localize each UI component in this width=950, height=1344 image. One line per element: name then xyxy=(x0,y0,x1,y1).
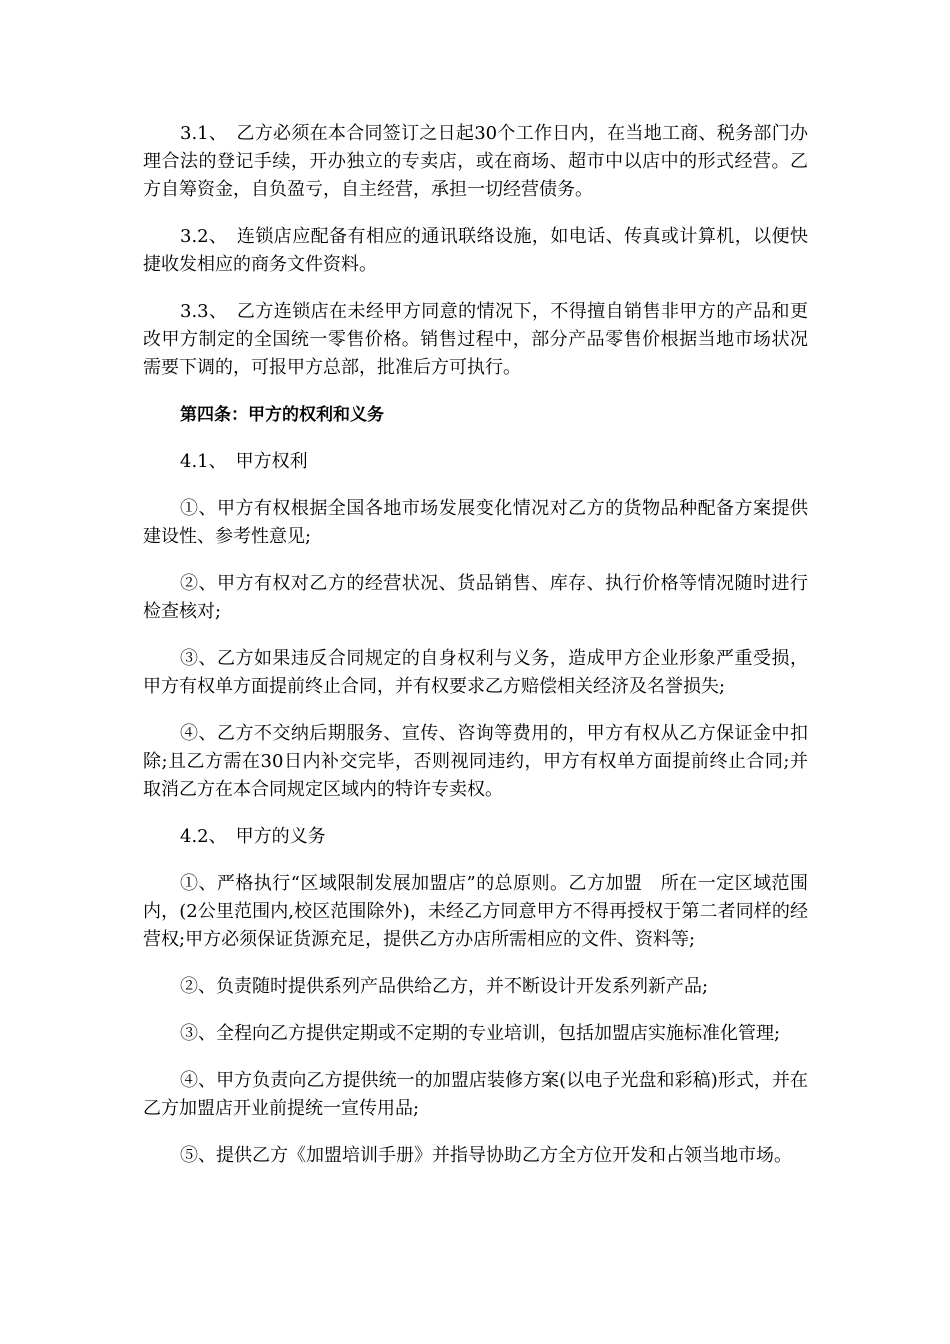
clause-4-1-item-3: ③、乙方如果违反合同规定的自身权利与义务，造成甲方企业形象严重受损，甲方有权单方面提前终止合同，并有权要求乙方赔偿相关经济及名誉损失; xyxy=(143,648,808,697)
article-4-heading: 第四条：甲方的权利和义务 xyxy=(180,405,384,425)
clause-4-2-item-3: ③、全程向乙方提供定期或不定期的专业培训，包括加盟店实施标准化管理; xyxy=(180,1023,781,1044)
clause-4-2-item-2: ②、负责随时提供系列产品供给乙方，并不断设计开发系列新产品; xyxy=(180,976,709,997)
clause-4-2-item-4: ④、甲方负责向乙方提供统一的加盟店装修方案(以电子光盘和彩稿)形式，并在乙方加盟店开业前提统一宣传用品; xyxy=(143,1070,808,1119)
clause-4-1-item-1: ①、甲方有权根据全国各地市场发展变化情况对乙方的货物品种配备方案提供建设性、参考性意见; xyxy=(143,498,808,547)
clause-4-2-title: 4.2、 甲方的义务 xyxy=(180,826,326,847)
clause-4-2-item-5: ⑤、提供乙方《加盟培训手册》并指导协助乙方全方位开发和占领当地市场。 xyxy=(180,1145,792,1166)
clause-4-1-title: 4.1、 甲方权利 xyxy=(180,451,308,472)
clause-3-1: 3.1、 乙方必须在本合同签订之日起30个工作日内，在当地工商、税务部门办理合法的登记手续，开办独立的专卖店，或在商场、超市中以店中的形式经营。乙方自筹资金，自负盈亏，自主经营，承担一切经营债务。 xyxy=(143,123,808,200)
clause-3-3: 3.3、 乙方连锁店在未经甲方同意的情况下，不得擅自销售非甲方的产品和更改甲方制定的全国统一零售价格。销售过程中，部分产品零售价根据当地市场状况需要下调的，可报甲方总部，批准后方可执行。 xyxy=(143,301,808,378)
clause-3-2: 3.2、 连锁店应配备有相应的通讯联络设施，如电话、传真或计算机，以便快捷收发相应的商务文件资料。 xyxy=(143,226,808,275)
clause-4-1-item-2: ②、甲方有权对乙方的经营状况、货品销售、库存、执行价格等情况随时进行检查核对; xyxy=(143,573,808,622)
clause-4-1-item-4: ④、乙方不交纳后期服务、宣传、咨询等费用的，甲方有权从乙方保证金中扣除;且乙方需在30日内补交完毕，否则视同违约，甲方有权单方面提前终止合同;并取消乙方在本合同规定区域内的特许专卖权。 xyxy=(143,723,808,800)
clause-4-2-item-1: ①、严格执行“区域限制发展加盟店”的总原则。乙方加盟 所在一定区域范围内，(2公里范围内,校区范围除外)，未经乙方同意甲方不得再授权于第二者同样的经营权;甲方必须保证货源充足，提供乙方办店所需相应的文件、资料等; xyxy=(143,873,808,950)
document-body xyxy=(143,120,808,1189)
